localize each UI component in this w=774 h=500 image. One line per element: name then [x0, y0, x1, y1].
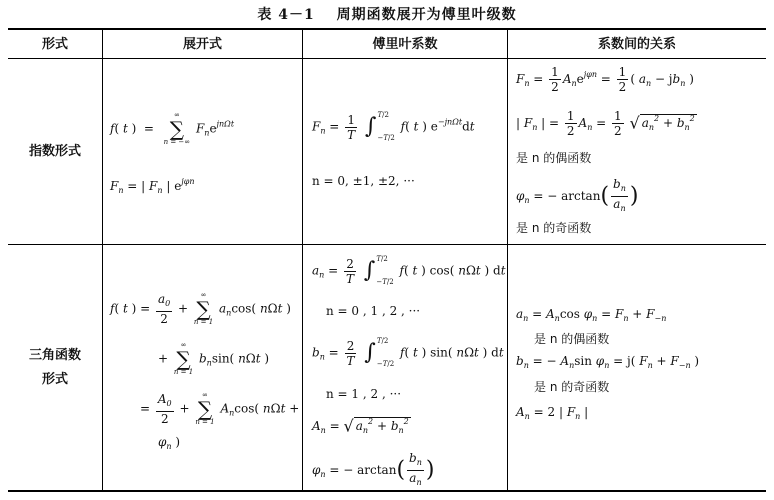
trig-odd-note: 是 n 的奇函数	[534, 380, 610, 394]
trig-even-note: 是 n 的偶函数	[534, 332, 610, 346]
header-coefficients: 傅里叶系数	[372, 37, 438, 52]
row-label-trig-line2: 形式	[41, 372, 68, 387]
exp-relation-phase: $\varphi_n$ = − arctan( $\frac{b_n}{a_n}$ )	[516, 177, 639, 213]
trig-series-line4: $\varphi_n$ )	[158, 435, 181, 451]
exp-coefficient-formula: $F_n$ = $\frac{1}{T}$ ∫ T/2 −T/2 f( t ) $e^{-jn\Omega t}dt$	[312, 111, 475, 142]
exp-series-formula: f( t ) = ∞ ∑ n = −∞ $F_ne^{jn\Omega t}$	[110, 111, 235, 146]
trig-amplitude: $A_n$ = √ $a_n^2 + b_n^2$	[312, 416, 409, 436]
trig-n-values-b: n = 1 , 2 , ···	[326, 387, 402, 401]
trig-coef-a: $a_n$ = $\frac{2}{T}$ ∫ T/2 −T/2 f( t ) cos( nΩt ) dt	[312, 255, 506, 286]
trig-series-line1: f( t ) = $\frac{a_0}{2}$ + ∞ ∑ n = 1 $a_n\cos$( nΩt )	[110, 291, 291, 326]
trig-n-values-a: n = 0 , 1 , 2 , ···	[326, 304, 421, 318]
trig-coef-b: $b_n$ = $\frac{2}{T}$ ∫ T/2 −T/2 f( t ) sin( nΩt ) dt	[312, 337, 504, 368]
trig-series-line2: + ∞ ∑ n = 1 $b_n\sin$( nΩt )	[158, 341, 270, 376]
header-relation: 系数间的关系	[597, 37, 676, 52]
trig-relation-b: $b_n$ = − $A_n\sin$ $\varphi_n = j$( $F_n + F_{-n}$ )	[516, 354, 700, 370]
trig-phase: $\varphi_n$ = − arctan( $\frac{b_n}{a_n}$ )	[312, 451, 435, 487]
row-label-trig-line1: 三角函数	[28, 348, 81, 363]
table-number: 表 4－1	[257, 7, 315, 23]
trig-relation-a: $a_n = A_n\cos$ $\varphi_n = F_n + F_{-n}$	[516, 307, 667, 323]
exp-magnitude-formula: $F_n$ = | $F_n$ | $e^{j\varphi n}$	[110, 177, 195, 195]
table-title: 周期函数展开为傅里叶级数	[336, 7, 517, 23]
trig-relation-amplitude: $A_n = 2$ | $F_n$ |	[516, 405, 589, 421]
exp-even-note: 是 n 的偶函数	[516, 151, 592, 165]
trig-series-line3: = $\frac{A_0}{2}$ + ∞ ∑ n = 1 $A_n\cos$( nΩt +	[140, 391, 300, 426]
exp-n-values: n = 0, ±1, ±2, ···	[312, 174, 415, 188]
table-caption	[0, 4, 774, 24]
exp-relation-magnitude: | $F_n$ | = $\frac{1}{2}$ $A_n$ = $\frac{1}{2}$ √ $a_n^2 + b_n^2$	[516, 109, 695, 138]
exp-odd-note: 是 n 的奇函数	[516, 221, 592, 235]
header-expansion: 展开式	[182, 37, 222, 52]
row-label-exponential: 指数形式	[28, 144, 81, 159]
header-form: 形式	[41, 37, 68, 52]
exp-relation-complex: $F_n$ = $\frac{1}{2}$ $A_ne^{j\varphi n}$ = $\frac{1}{2}$ ( $a_n - jb_n$ )	[516, 65, 694, 94]
